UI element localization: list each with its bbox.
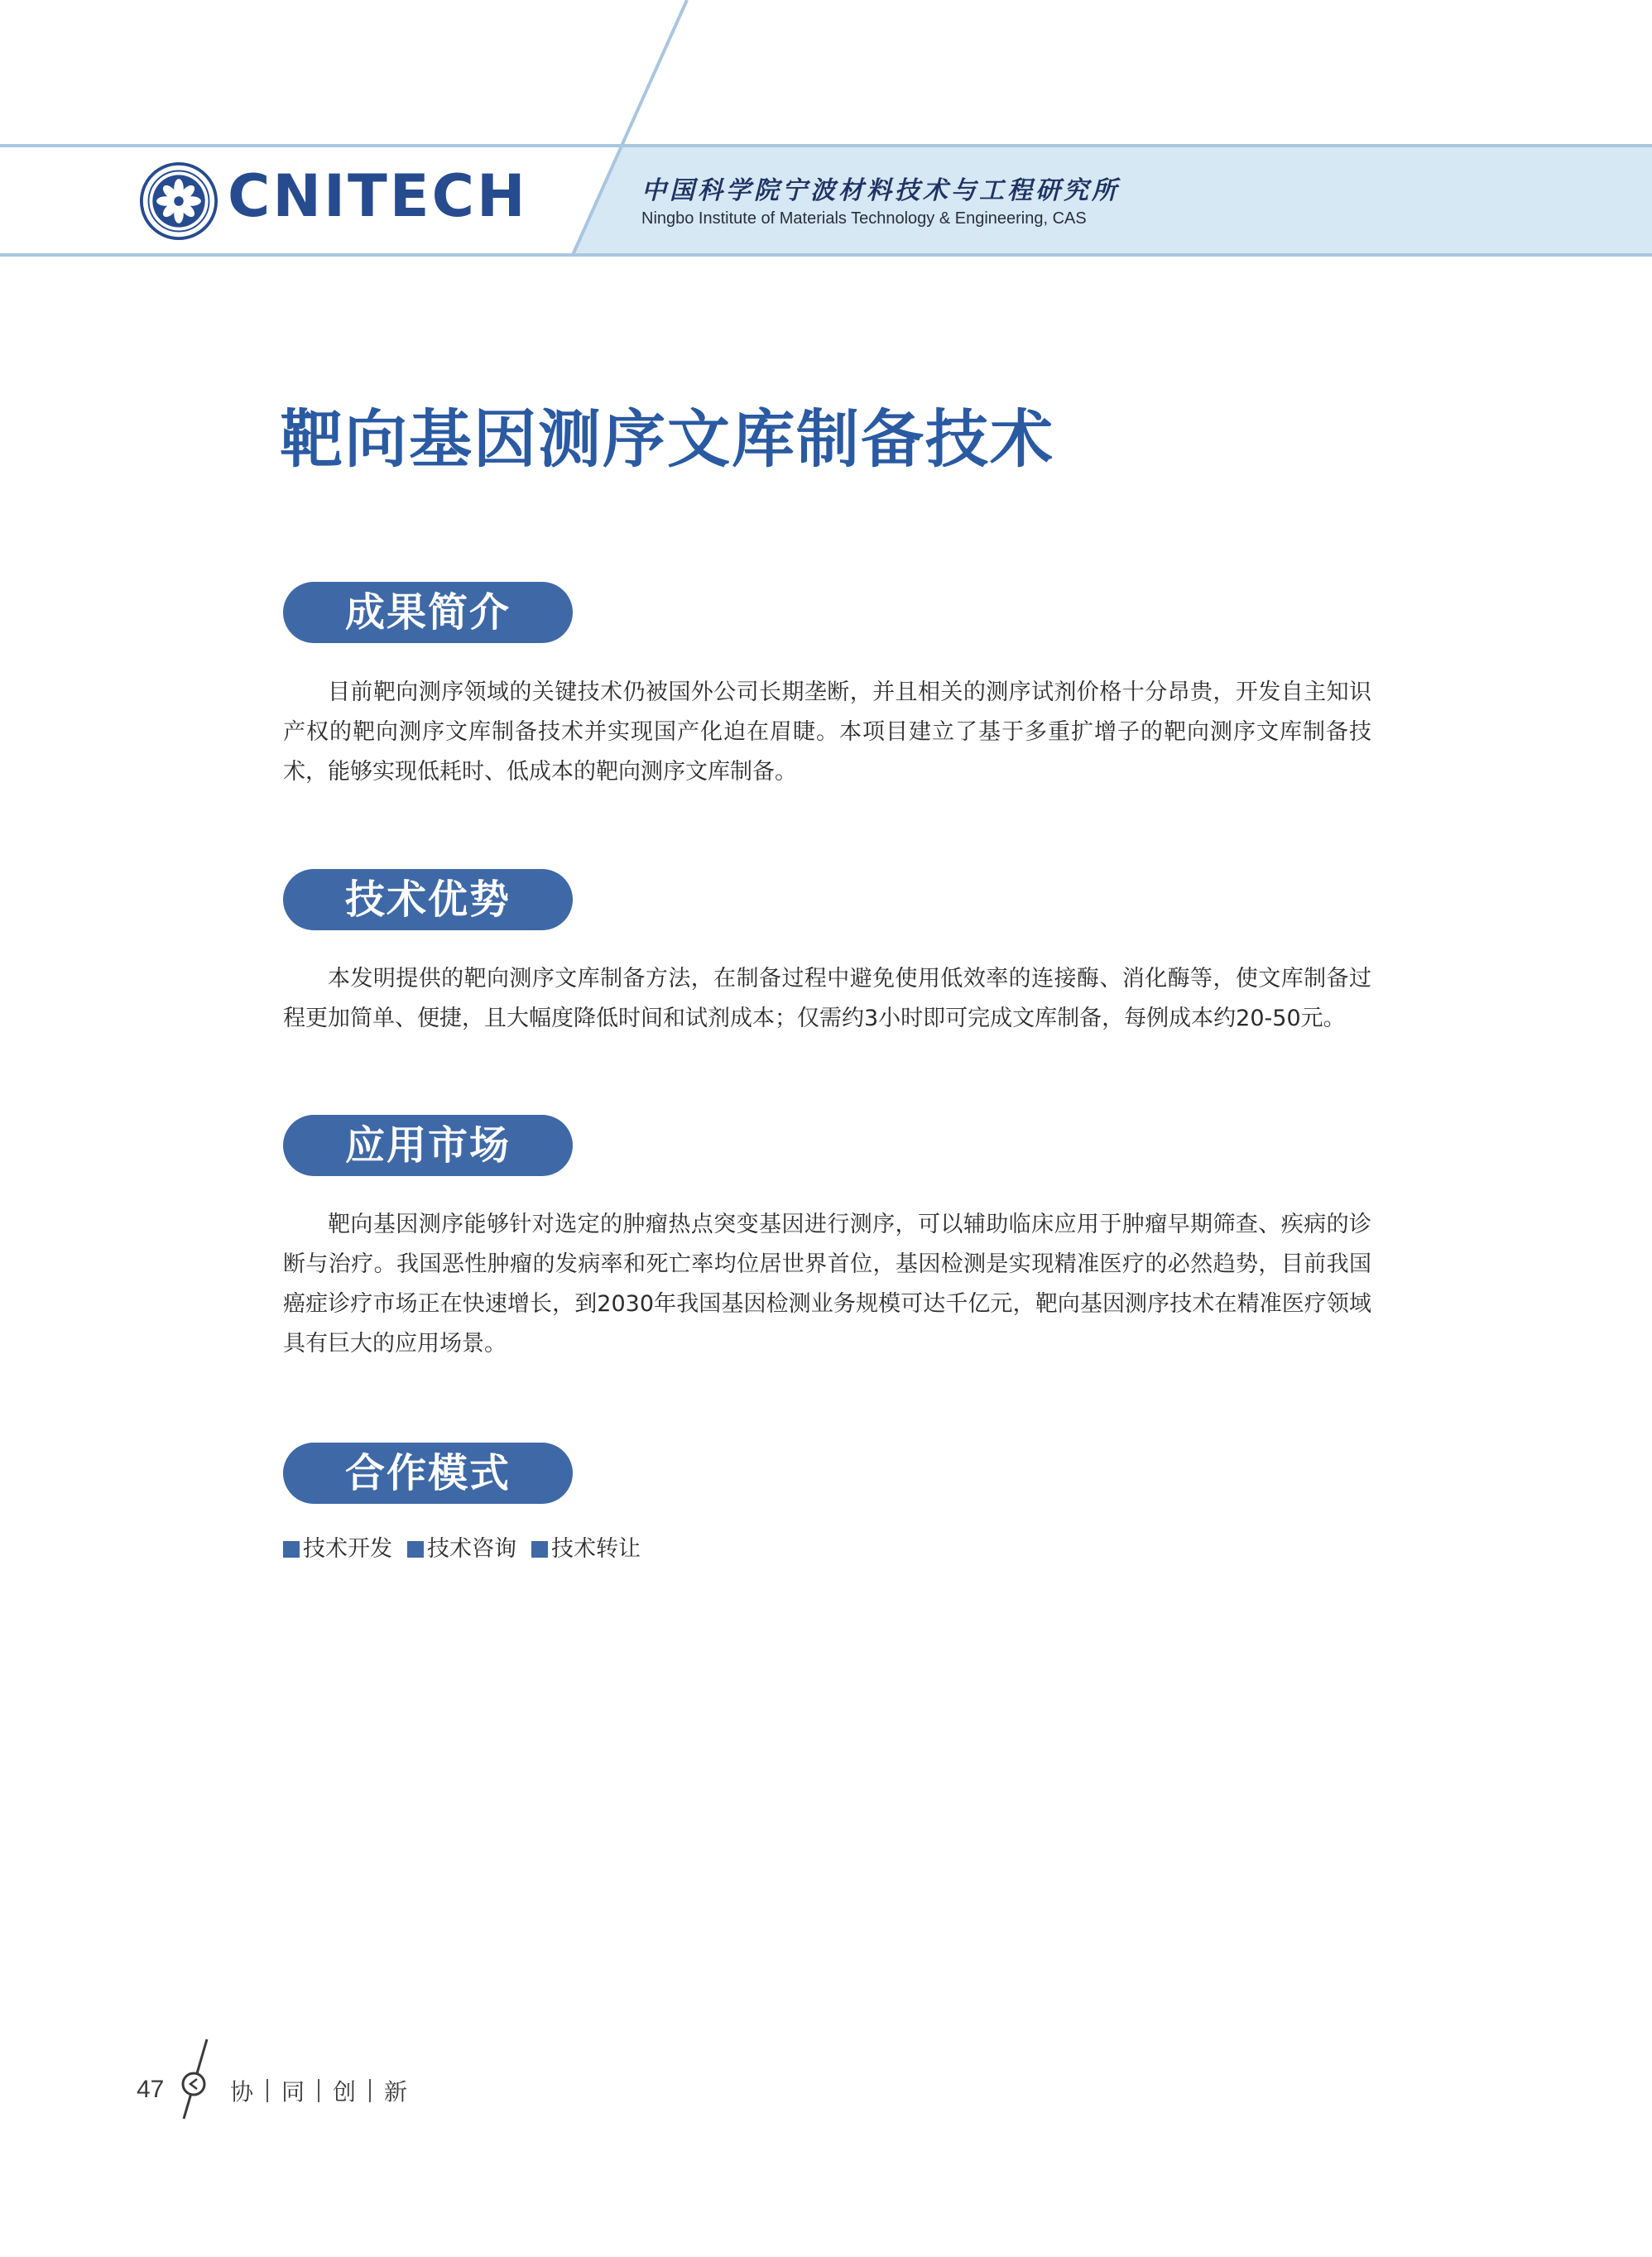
page-title: 靶向基因测序文库制备技术 xyxy=(280,402,1054,476)
square-bullet-icon xyxy=(531,1541,548,1558)
section-body-summary: 目前靶向测序领域的关键技术仍被国外公司长期垄断，并且相关的测序试剂价格十分昂贵，开发自主知识产权的靶向测序文库制备技术并实现国产化迫在眉睫。本项目建立了基于多重扩增子的靶向测序文库制备技术，能够实现低耗时、低成本的靶向测序文库制备。 xyxy=(283,680,1371,785)
section-body-advantages: 本发明提供的靶向测序文库制备方法，在制备过程中避免使用低效率的连接酶、消化酶等，使文库制备过程更加简单、便捷，且大幅度降低时间和试剂成本；仅需约3小时即可完成文库制备，每例成本约20-50元。 xyxy=(283,966,1371,1031)
section-heading-summary: 成果简介 xyxy=(283,582,573,643)
page-number: 47 xyxy=(137,2076,165,2103)
list-item xyxy=(407,1534,516,1564)
motto-char: 新 xyxy=(384,2078,408,2106)
cooperation-item-label: 技术转让 xyxy=(551,1536,641,1562)
section-body-market: 靶向基因测序能够针对选定的肿瘤热点突变基因进行测序，可以辅助临床应用于肿瘤早期筛查、疾病的诊断与治疗。我国恶性肿瘤的发病率和死亡率均位居世界首位，基因检测是实现精准医疗的必然趋势，目前我国癌症诊疗市场正在快速增长，到2030年我国基因检测业务规模可达千亿元，靶向基因测序技术在精准医疗领域具有巨大的应用场景。 xyxy=(283,1212,1371,1357)
section-heading-market: 应用市场 xyxy=(283,1115,573,1176)
list-item xyxy=(531,1534,641,1564)
motto-divider xyxy=(267,2079,268,2102)
square-bullet-icon xyxy=(407,1541,424,1558)
square-bullet-icon xyxy=(283,1541,300,1558)
list-item xyxy=(283,1534,392,1564)
section-heading-advantages: 技术优势 xyxy=(283,869,573,930)
logo-text: CNITECH xyxy=(228,162,528,230)
motto-divider xyxy=(369,2079,371,2102)
motto-char: 同 xyxy=(281,2078,305,2106)
cooperation-list xyxy=(283,1534,641,1564)
institute-name-en: Ningbo Institute of Materials Technology & Engineering, CAS xyxy=(641,209,1087,228)
institute-name-cn: 中国科学院宁波材料技术与工程研究所 xyxy=(641,176,1120,205)
motto-char: 创 xyxy=(333,2078,357,2106)
motto-char: 协 xyxy=(230,2078,254,2106)
cooperation-item-label: 技术咨询 xyxy=(427,1536,516,1562)
motto-divider xyxy=(318,2079,319,2102)
cas-emblem-icon xyxy=(139,161,219,241)
cooperation-item-label: 技术开发 xyxy=(303,1536,392,1562)
page-marker-icon xyxy=(172,2038,214,2120)
footer-motto xyxy=(230,2074,407,2107)
section-heading-cooperation: 合作模式 xyxy=(283,1443,573,1504)
